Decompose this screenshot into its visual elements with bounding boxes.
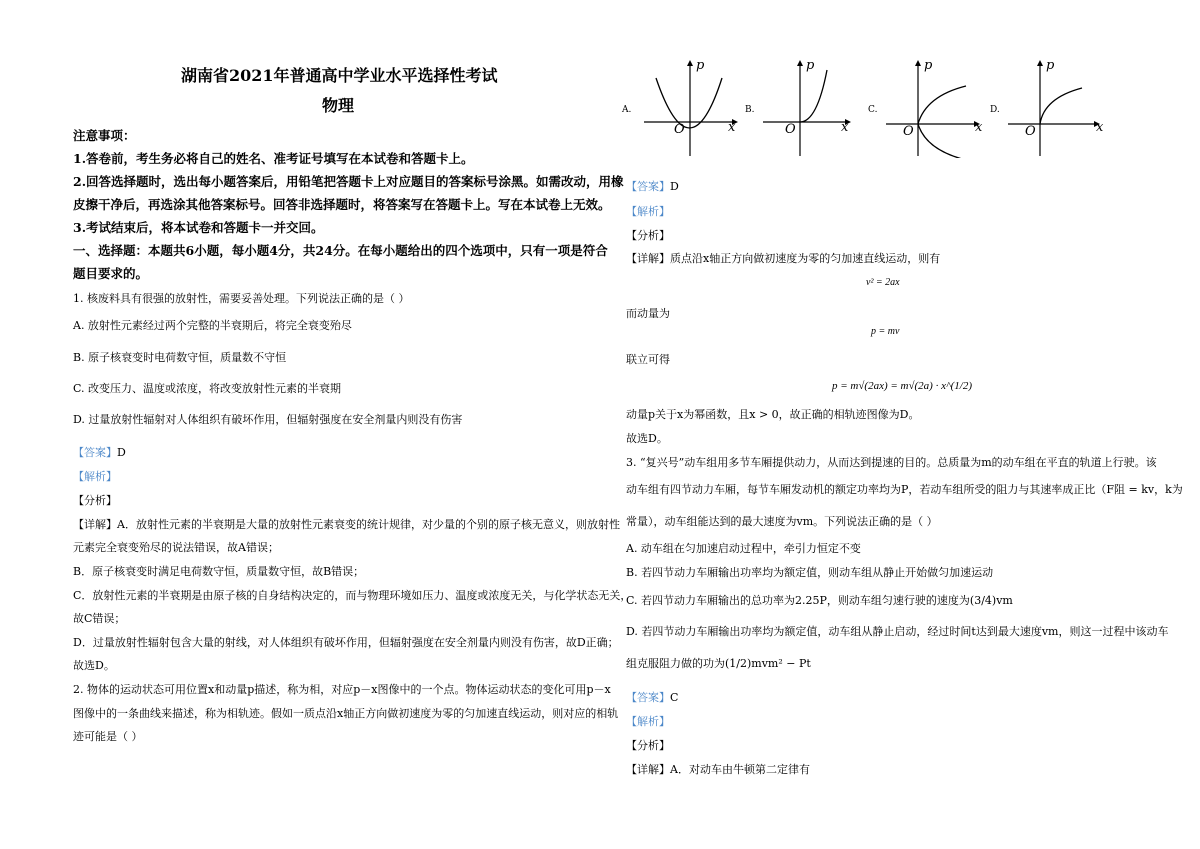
q1-detail-line: 故选D。 (73, 659, 115, 672)
q1-analysis-tag: 【解析】 (73, 470, 117, 483)
graph-c-origin: O (903, 124, 914, 139)
q3-option-c: C. 若四节动力车厢输出的总功率为2.25P，则动车组匀速行驶的速度为(3/4)vm (626, 594, 1013, 607)
section-heading-cont: 题目要求的。 (73, 266, 149, 281)
q1-answer: D (117, 446, 126, 459)
section-heading: 一、选择题：本题共6小题，每小题4分，共24分。在每小题给出的四个选项中，只有一项是符合 (73, 243, 608, 258)
q2-text: 而动量为 (626, 307, 670, 320)
q3-stem-line: 3. “复兴号”动车组用多节车厢提供动力，从而达到提速的目的。总质量为m的动车组在平直的轨道上行驶。该 (626, 456, 1157, 469)
graph-a-label: A. (622, 105, 632, 115)
q2-fenxi: 【分析】 (626, 229, 670, 242)
q3-stem-line: 常量），动车组能达到的最大速度为vm。下列说法正确的是（ ） (626, 515, 938, 528)
notice-item: 皮擦干净后，再选涂其他答案标号。回答非选择题时，将答案写在答题卡上。写在本试卷上无效。 (73, 197, 611, 212)
graph-b (745, 58, 860, 158)
notice-item: 2.回答选择题时，选出每小题答案后，用铅笔把答题卡上对应题目的答案标号涂黑。如需改动，用橡 (73, 174, 624, 189)
answer-tag: 【答案】 (626, 180, 670, 193)
q1-detail-line: D．过量放射性辐射包含大量的射线，对人体组织有破坏作用，但辐射强度在安全剂量内则没有伤害，故D正确； (73, 636, 619, 649)
q2-stem-line: 图像中的一条曲线来描述，称为相轨迹。假如一质点沿x轴正方向做初速度为零的匀加速直线运动，则对应的相轨 (73, 707, 619, 720)
q1-option-b: B. 原子核衰变时电荷数守恒，质量数不守恒 (73, 351, 287, 364)
graph-b-x-label: x (841, 120, 849, 135)
q2-stem-line: 2. 物体的运动状态可用位置x和动量p描述，称为相，对应p－x图像中的一个点。物体运动状态的变化可用p－x (73, 683, 611, 696)
graph-d-label: D. (990, 105, 1000, 115)
q1-detail-line: 元素完全衰变殆尽的说法错误，故A错误； (73, 541, 279, 554)
graph-b-origin: O (785, 122, 796, 137)
q3-stem-line: 动车组有四节动力车厢，每节车厢发动机的额定功率均为P，若动车组所受的阻力与其速率成正比（F阻 = kv，k为 (626, 483, 1183, 496)
q2-equation-2: p = mv (871, 326, 900, 337)
q2-detail: 【详解】质点沿x轴正方向做初速度为零的匀加速直线运动，则有 (626, 252, 941, 265)
q3-option-d-cont: 组克服阻力做的功为(1/2)mvm² − Pt (626, 657, 811, 670)
q1-answer-line (73, 441, 126, 460)
graph-d-origin: O (1025, 124, 1036, 139)
q3-answer-line (626, 686, 678, 705)
q2-text: 动量p关于x为幂函数，且x > 0，故正确的相轨迹图像为D。 (626, 408, 920, 421)
q1-stem: 1. 核废料具有很强的放射性，需要妥善处理。下列说法正确的是（ ） (73, 292, 410, 305)
q3-analysis-tag: 【解析】 (626, 715, 670, 728)
q1-detail-line: 【详解】A．放射性元素的半衰期是大量的放射性元素衰变的统计规律，对少量的个别的原子核无意义，则放射性 (73, 518, 620, 531)
notice-heading: 注意事项： (73, 128, 136, 143)
q1-detail-line: C．放射性元素的半衰期是由原子核的自身结构决定的，而与物理环境如压力、温度或浓度无关，与化学状态无关， (73, 589, 632, 602)
q3-option-a: A. 动车组在匀加速启动过程中，牵引力恒定不变 (626, 542, 861, 555)
graph-c-x-label: x (975, 120, 983, 135)
graph-c-axes (868, 58, 988, 158)
notice-item: 3.考试结束后，将本试卷和答题卡一并交回。 (73, 220, 324, 235)
q2-answer: D (670, 180, 679, 193)
graph-c-label: C. (868, 105, 878, 115)
q1-option-c: C. 改变压力、温度或浓度，将改变放射性元素的半衰期 (73, 382, 342, 395)
q2-text: 故选D。 (626, 432, 668, 445)
graph-b-axes (745, 58, 860, 158)
graph-a (622, 58, 742, 158)
graph-c (868, 58, 988, 158)
graph-a-x-label: x (728, 120, 736, 135)
q2-answer-line (626, 175, 679, 194)
answer-tag: 【答案】 (626, 691, 670, 704)
graph-c-curve (918, 86, 966, 158)
graph-b-p-label: p (806, 58, 815, 73)
q1-detail-line: 故C错误； (73, 612, 126, 625)
q1-option-a: A. 放射性元素经过两个完整的半衰期后，将完全衰变殆尽 (73, 319, 352, 332)
graph-a-axes (622, 58, 742, 158)
q1-fenxi: 【分析】 (73, 494, 117, 507)
q2-text: 联立可得 (626, 353, 670, 366)
answer-tag: 【答案】 (73, 446, 117, 459)
notice-item: 1.答卷前，考生务必将自己的姓名、准考证号填写在本试卷和答题卡上。 (73, 151, 474, 166)
q3-option-d: D. 若四节动力车厢输出功率均为额定值，动车组从静止启动，经过时间t达到最大速度vm，则这一过程中该动车 (626, 625, 1169, 638)
q2-stem-line: 迹可能是（ ） (73, 730, 143, 743)
subject-title: 物理 (322, 96, 355, 115)
q1-option-d: D. 过量放射性辐射对人体组织有破坏作用，但辐射强度在安全剂量内则没有伤害 (73, 413, 463, 426)
graph-d-p-label: p (1046, 58, 1055, 73)
q3-fenxi: 【分析】 (626, 739, 670, 752)
graph-c-p-label: p (924, 58, 933, 73)
q3-detail: 【详解】A．对动车由牛顿第二定律有 (626, 763, 810, 776)
q2-analysis-tag: 【解析】 (626, 205, 670, 218)
graph-a-origin: O (674, 122, 685, 137)
page-title: 湖南省2021年普通高中学业水平选择性考试 (181, 66, 498, 85)
q3-option-b: B. 若四节动力车厢输出功率均为额定值，则动车组从静止开始做匀加速运动 (626, 566, 994, 579)
graph-a-curve (656, 78, 722, 128)
graph-b-label: B. (745, 105, 755, 115)
q3-answer: C (670, 691, 679, 704)
q2-equation-1: v² = 2ax (866, 277, 900, 288)
graph-a-p-label: p (696, 58, 705, 73)
graph-d-axes (990, 58, 1110, 158)
q1-detail-line: B．原子核衰变时满足电荷数守恒，质量数守恒，故B错误； (73, 565, 365, 578)
graph-b-curve (800, 70, 827, 122)
graph-d (990, 58, 1110, 158)
graph-d-curve (1040, 88, 1082, 124)
q2-equation-3: p = m√(2ax) = m√(2a) · x^(1/2) (832, 380, 972, 392)
graph-d-x-label: x (1096, 120, 1104, 135)
